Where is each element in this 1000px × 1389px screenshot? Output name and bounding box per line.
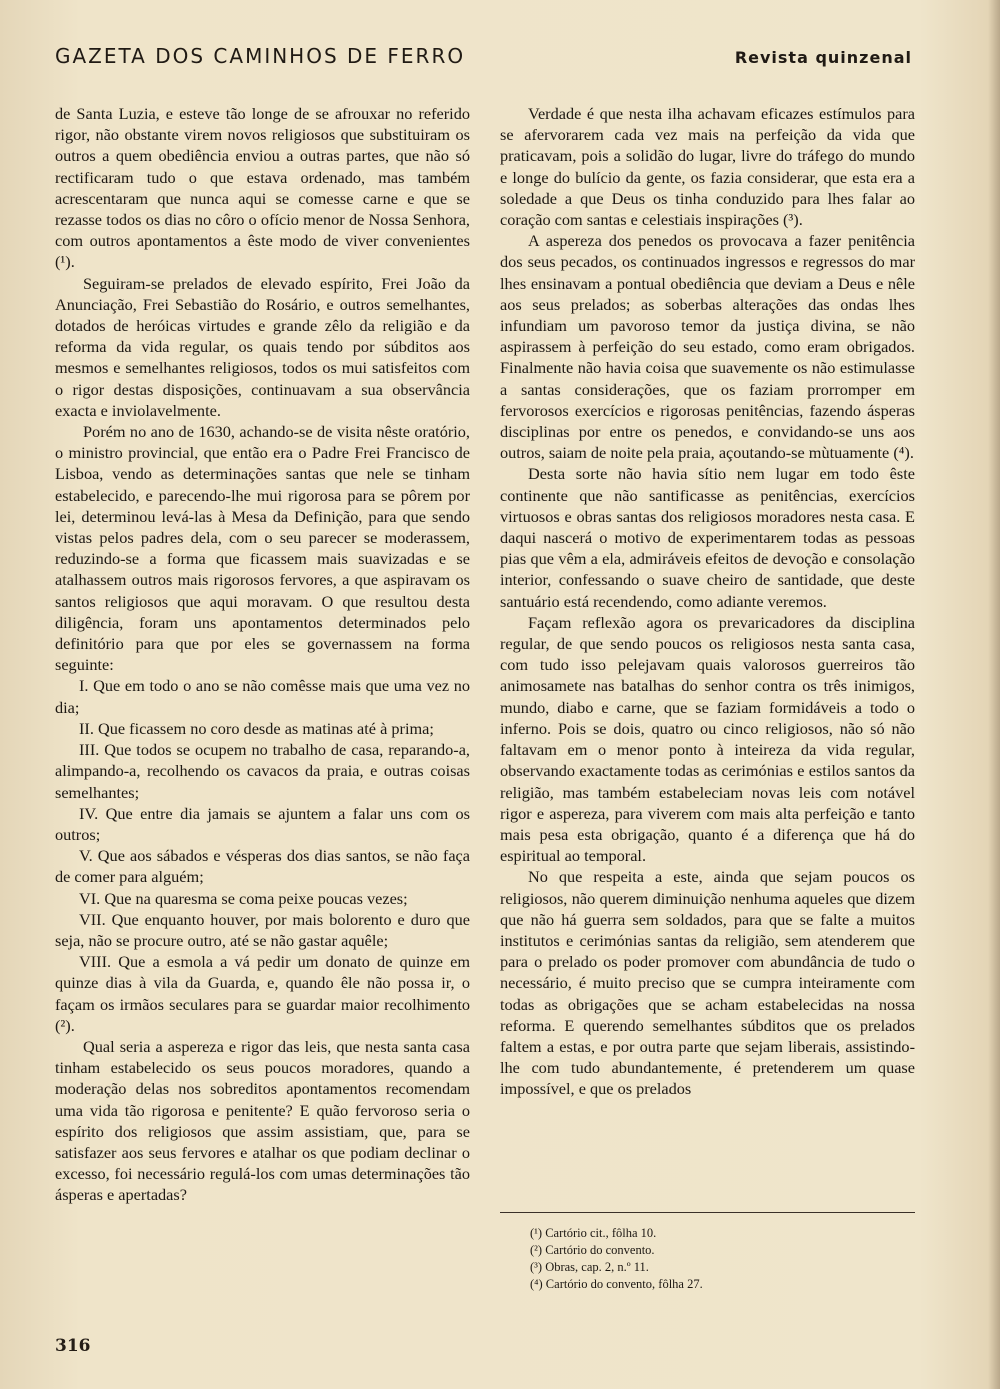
paragraph: Seguiram-se prelados de elevado espírito, Frei João da Anunciação, Frei Sebastião do Rosário, e outros semelhantes, dotados de heróicas virtudes e grande zêlo da religião e da reforma da vida regular, os quais tendo por súbditos aos mesmos e semelhantes religiosos, todos os mui satisfeitos com o rigor destas disposições, continuavam a sua observância exacta e inviolavelmente.	[55, 273, 470, 420]
footnote: (¹) Cartório cit., fôlha 10.	[530, 1226, 657, 1240]
rule-item: VIII. Que a esmola a vá pedir um donato de quinze em quinze dias à vila da Guarda, e, quando êle não possa ir, o façam os irmãos seculares para se guardar maior recolhimento (²).	[55, 952, 470, 1035]
rule-item: I. Que em todo o ano se não comêsse mais que uma vez no dia;	[55, 676, 470, 717]
paragraph: de Santa Luzia, e esteve tão longe de se afrouxar no referido rigor, não obstante virem novos religiosos que substituiram os outros a quem obediência enviou a outras partes, que não só rectificaram tudo o que estava ordenado, mas também acrescentaram que nunca aqui se comesse carne e que se rezasse todos os dias no côro o ofício menor de Nossa Senhora, com outros apontamentos a êste modo de viver convenientes (¹).	[55, 104, 470, 272]
rule-item: VII. Que enquanto houver, por mais bolorento e duro que seja, não se procure outro, até se não gastar aquêle;	[55, 909, 470, 950]
page-number: 316	[55, 1336, 91, 1356]
paragraph: Verdade é que nesta ilha achavam eficazes estímulos para se afervorarem cada vez mais na perfeição da vida que praticavam, pois a solidão do lugar, livre do tráfego do mundo e longe do bulício da gente, os fazia considerar, que esta era a soledade a que Deus os tinha conduzido para lhes falar ao coração com santas e celestiais inspirações (³).	[500, 104, 915, 230]
paragraph: Qual seria a aspereza e rigor das leis, que nesta santa casa tinham estabelecido os seus poucos moradores, quando a moderação delas nos sobreditos apontamentos recomendam uma vida tão rigorosa e penitente? E quão fervoroso seria o espírito dos religiosos que assim assistiam, que, para se satisfazer aos seus fervores e atalhar os que podiam declinar o excesso, foi necessário regulá-los com umas determinações tão ásperas e apertadas?	[55, 1036, 470, 1205]
rule-item: II. Que ficassem no coro desde as matinas até à prima;	[79, 718, 434, 738]
paragraph: A aspereza dos penedos os provocava a fazer penitência dos seus pecados, os continuados ingressos e regressos do mar lhes ensinavam a pontual obediência que deviam a Deus e nêle aos seus prelados; as soberbas alterações das ondas lhes infundiam um pavoroso temor da justiça divina, se não aspirassem à perfeição do seu estado, como eram obrigados. Finalmente não havia coisa que suavemente os não estimulasse a santas considerações, que os faziam prorromper em fervorosos exercícios e rigorosas penitências, fazendo ásperas disciplinas por entre os penedos, e convidando-se uns aos outros, saiam de noite pela praia, açoutando-se mùtuamente (⁴).	[500, 231, 915, 463]
footnotes	[500, 1212, 915, 1293]
rule-item: VI. Que na quaresma se coma peixe poucas vezes;	[79, 888, 408, 908]
paragraph: Porém no ano de 1630, achando-se de visita nêste oratório, o ministro provincial, que então era o Padre Frei Francisco de Lisboa, vendo as determinações santas que nele se tinham estabelecido, e parecendo-lhe mui rigorosa para se pôrem por lei, determinou levá-las à Mesa da Definição, para que sendo vistas pelos padres dela, com o seu parecer se moderassem, reduzindo-se a forma que ficassem mais suavizadas e se atalhassem outros mais rigorosos fervores, a que aspiravam os santos religiosos que aqui moravam. O que resultou desta diligência, foram uns apontamentos determinados pelo definitório para que por eles se governassem na forma seguinte:	[55, 422, 470, 675]
footnote: (⁴) Cartório do convento, fôlha 27.	[530, 1277, 703, 1291]
page-edge-shadow	[988, 0, 1000, 1389]
paragraph: No que respeita a este, ainda que sejam poucos os religiosos, não querem diminuição nenhuma aqueles que dizem que não há guerra sem soldados, para que se falte a muitos institutos e cerimónias santas da religião, sem atenderem que para o prelado os poder promover com abundância de tudo o necessário, é muito preciso que se cumpra inteiramente com todas as obrigações que se acham estabelecidas na nossa reforma. E querendo semelhantes súbditos que os prelados faltem a estas, e por outra parte que sejam liberais, assistindo-lhe com tudo abundantemente, é pretenderem um quase impossível, e que os prelados	[500, 867, 915, 1099]
rule-item: V. Que aos sábados e vésperas dos dias santos, se não faça de comer para alguém;	[55, 846, 470, 887]
journal-subtitle: Revista quinzenal	[734, 48, 912, 67]
footnote: (²) Cartório do convento.	[530, 1243, 655, 1257]
paragraph: Desta sorte não havia sítio nem lugar em todo êste continente que não santificasse as penitências, exercícios virtuosos e obras santas dos religiosos moradores nesta casa. E daqui nascerá o motivo de experimentarem todas as pessoas pias que vêm a ela, admiráveis efeitos de devoção e consolação interior, confessando o suave cheiro de santidade, que deste santuário está recendendo, como adiante veremos.	[500, 464, 915, 611]
right-column	[500, 103, 915, 1100]
rule-item: III. Que todos se ocupem no trabalho de casa, reparando-a, alimpando-a, recolhendo os cavacos da praia, e outras coisas semelhantes;	[55, 740, 470, 802]
page-header	[55, 44, 912, 68]
journal-title: GAZETA DOS CAMINHOS DE FERRO	[55, 44, 466, 68]
left-column	[55, 103, 470, 1206]
footnote: (³) Obras, cap. 2, n.º 11.	[530, 1260, 649, 1274]
rule-item: IV. Que entre dia jamais se ajuntem a falar uns com os outros;	[55, 803, 470, 844]
paragraph: Façam reflexão agora os prevaricadores da disciplina regular, de que sendo poucos os religiosos nesta santa casa, com tudo isso pelejavam quais valorosos guerreiros tão animosamete nas batalhas do senhor contra os três inimigos, mundo, diabo e carne, que se faziam formidáveis a todo o inferno. Pois se dois, quatro ou cinco religiosos, não só não faltavam em o menor ponto à inteireza da vida regular, observando exactamente todas as cerimónias e estilos santos da religião, mas também estabeleciam novas leis com notável rigor e aspereza, para viverem com mais alta perfeição e tanto mais pesa esta obrigação, quanto é a diferença que há do espiritual ao temporal.	[500, 612, 915, 866]
